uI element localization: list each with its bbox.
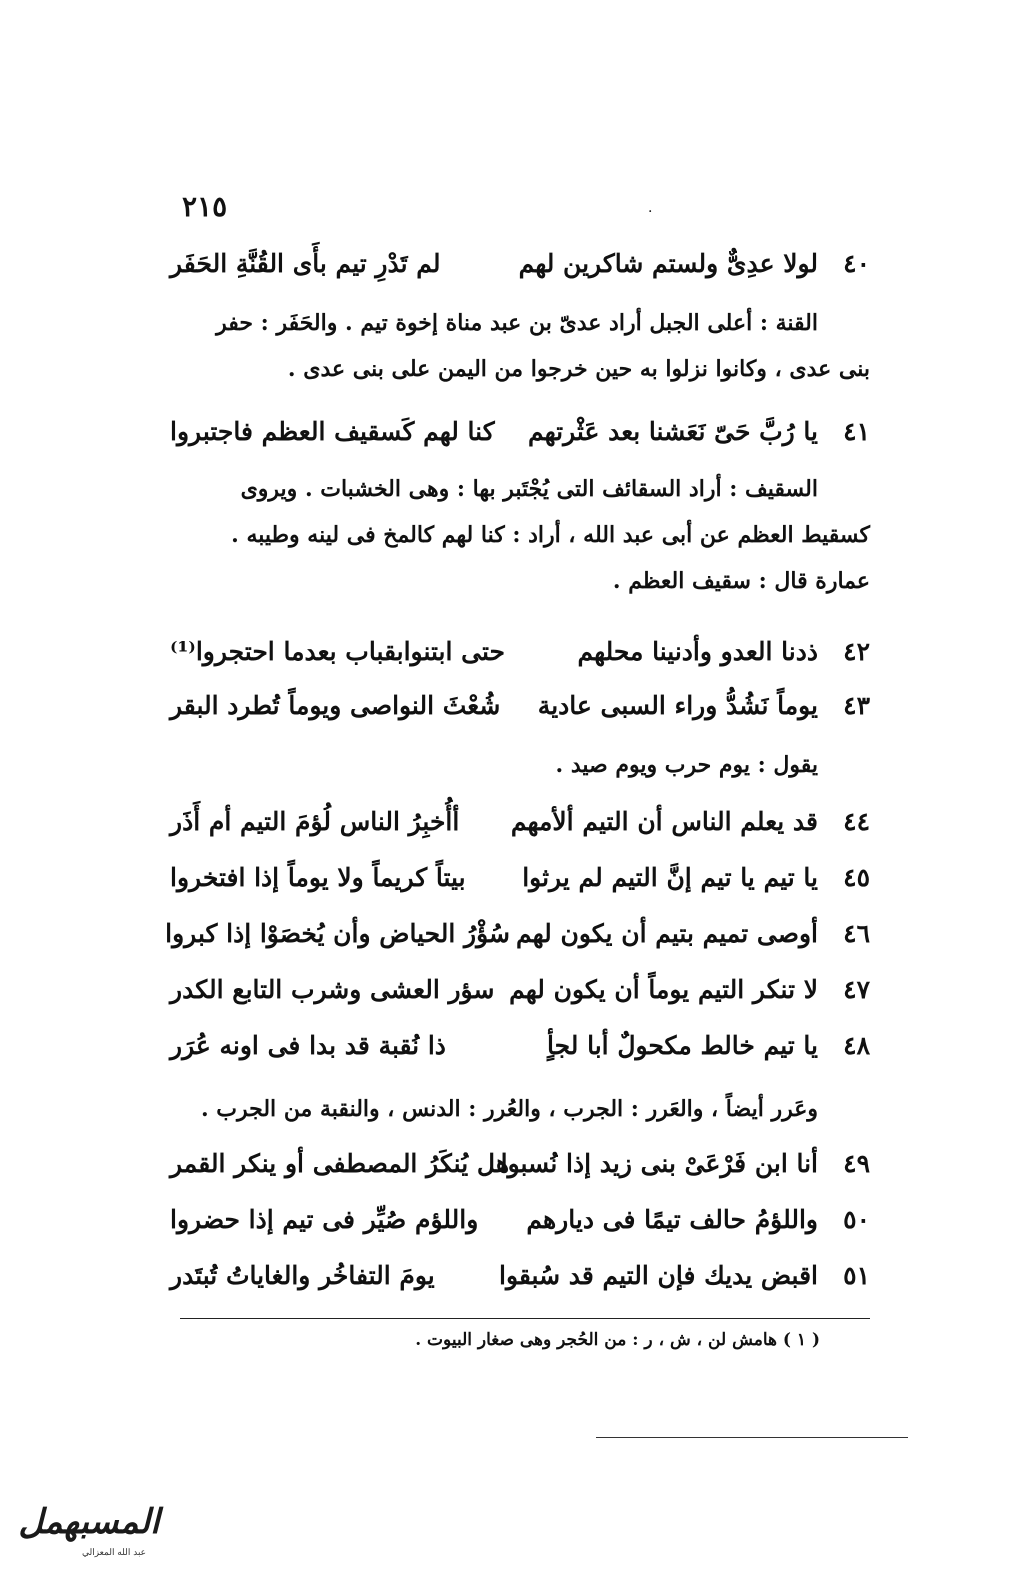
verse-46 xyxy=(165,912,870,956)
verse-41 xyxy=(170,410,870,454)
second-hemistich: سؤر العشى وشرب التابع الكدر xyxy=(170,975,495,1004)
verse-48 xyxy=(170,1024,870,1068)
first-hemistich: ذدنا العدو وأدنينا محلهم xyxy=(577,637,818,666)
verse-number: ٤٤ xyxy=(843,807,870,836)
verse-number: ٤٨ xyxy=(843,1031,870,1060)
footnote-rule xyxy=(180,1318,870,1319)
second-hemistich: بيتاً كريماً ولا يوماً إذا افتخروا xyxy=(170,863,466,892)
first-hemistich: واللؤمُ حالف تيمًا فى ديارهم xyxy=(526,1205,818,1234)
verse-number: ٤٦ xyxy=(843,919,870,948)
second-hemistich: حتى ابتنوابقباب بعدما احتجروا⁽¹⁾ xyxy=(170,637,505,666)
verse-42 xyxy=(170,630,870,674)
verse-45 xyxy=(170,856,870,900)
commentary-line: كسقيط العظم عن أبى عبد الله ، أراد : كنا لهم كالمخ فى لينه وطيبه . xyxy=(231,522,870,548)
second-hemistich: كنا لهم كَسقيف العظم فاجتبروا xyxy=(170,417,495,446)
second-hemistich: واللؤم صُيِّر فى تيم إذا حضروا xyxy=(170,1205,479,1234)
verse-number: ٤٢ xyxy=(843,637,870,666)
verse-number: ٤٣ xyxy=(843,691,870,720)
first-hemistich: أنا ابن فَرْعَىْ بنى زيد إذا نُسبوا xyxy=(500,1149,818,1178)
stamp-subtext: عبد الله المعزالي xyxy=(81,1548,147,1558)
second-hemistich: لم تَدْرِ تيم بأَى القُنَّةِ الحَفَر xyxy=(170,249,441,278)
commentary-line: بنى عدى ، وكانوا نزلوا به حين خرجوا من اليمن على بنى عدى . xyxy=(287,356,870,382)
second-hemistich: ذا نُقبة قد بدا فى اونه عُرَر xyxy=(170,1031,446,1060)
first-hemistich: يا تيم خالط مكحولٌ أبا لجأٍ xyxy=(547,1031,818,1060)
first-hemistich: يوماً نَشُدُّ وراء السبى عادية xyxy=(537,691,818,720)
verse-49 xyxy=(170,1142,870,1186)
first-hemistich: أوصى تميم بتيم أن يكون لهم xyxy=(515,919,818,948)
commentary-43 xyxy=(170,742,870,788)
verse-50 xyxy=(170,1198,870,1242)
verse-43 xyxy=(170,684,870,728)
verse-number: ٤٠ xyxy=(843,249,870,278)
commentary-line: السقيف : أراد السقائف التى يُجْتَبر بها : وهى الخشبات . ويروى xyxy=(240,476,818,502)
verse-51 xyxy=(170,1254,870,1298)
second-hemistich: سُؤْرُ الحياض وأن يُخصَوْا إذا كبروا xyxy=(165,919,510,948)
commentary-41 xyxy=(170,466,870,604)
print-dot: · xyxy=(648,204,653,220)
verse-number: ٤٩ xyxy=(843,1149,870,1178)
first-hemistich: لولا عدِىٌّ ولستم شاكرين لهم xyxy=(518,249,818,278)
commentary-line: يقول : يوم حرب ويوم صيد . xyxy=(555,752,818,778)
verse-44 xyxy=(170,800,870,844)
verse-number: ٤٧ xyxy=(843,975,870,1004)
library-stamp xyxy=(14,1492,164,1562)
commentary-48 xyxy=(170,1086,870,1132)
page-number: ٢١٥ xyxy=(182,190,228,223)
verse-number: ٤١ xyxy=(843,417,870,446)
first-hemistich: لا تنكر التيم يوماً أن يكون لهم xyxy=(509,975,818,1004)
first-hemistich: اقبض يديك فإن التيم قد سُبقوا xyxy=(499,1261,818,1290)
verse-number: ٥٠ xyxy=(843,1205,870,1234)
second-hemistich: هل يُنكَرُ المصطفى أو ينكر القمر xyxy=(170,1149,510,1178)
second-hemistich: أأُخبِرُ الناس لُؤمَ التيم أم أَذَر xyxy=(170,807,460,836)
first-hemistich: يا تيم يا تيم إنَّ التيم لم يرثوا xyxy=(522,863,818,892)
verse-number: ٤٥ xyxy=(843,863,870,892)
first-hemistich: يا رُبَّ حَىّ نَعَشنا بعد عَثْرتهم xyxy=(528,417,818,446)
footnote: ( ١ ) هامش لن ، ش ، ر : من الحُجر وهى صغار البيوت . xyxy=(415,1330,820,1350)
bottom-rule xyxy=(596,1437,908,1438)
commentary-40 xyxy=(170,300,870,392)
verse-47 xyxy=(170,968,870,1012)
stamp-text: المسبهمل xyxy=(18,1502,160,1542)
commentary-line: وعَرر أيضاً ، والعَرر : الجرب ، والعُرر : الدنس ، والنقبة من الجرب . xyxy=(200,1096,818,1122)
commentary-line: القنة : أعلى الجبل أراد عدىّ بن عبد مناة إخوة تيم . والحَفَر : حفر xyxy=(216,310,818,336)
second-hemistich: يومَ التفاخُر والغاياتُ تُبتَدر xyxy=(170,1261,435,1290)
first-hemistich: قد يعلم الناس أن التيم ألأمهم xyxy=(510,807,818,836)
verse-40 xyxy=(170,242,870,286)
second-hemistich: شُعْثَ النواصى ويوماً تُطرد البقر xyxy=(170,691,501,720)
verse-number: ٥١ xyxy=(843,1261,870,1290)
commentary-line: عمارة قال : سقيف العظم . xyxy=(612,568,870,594)
